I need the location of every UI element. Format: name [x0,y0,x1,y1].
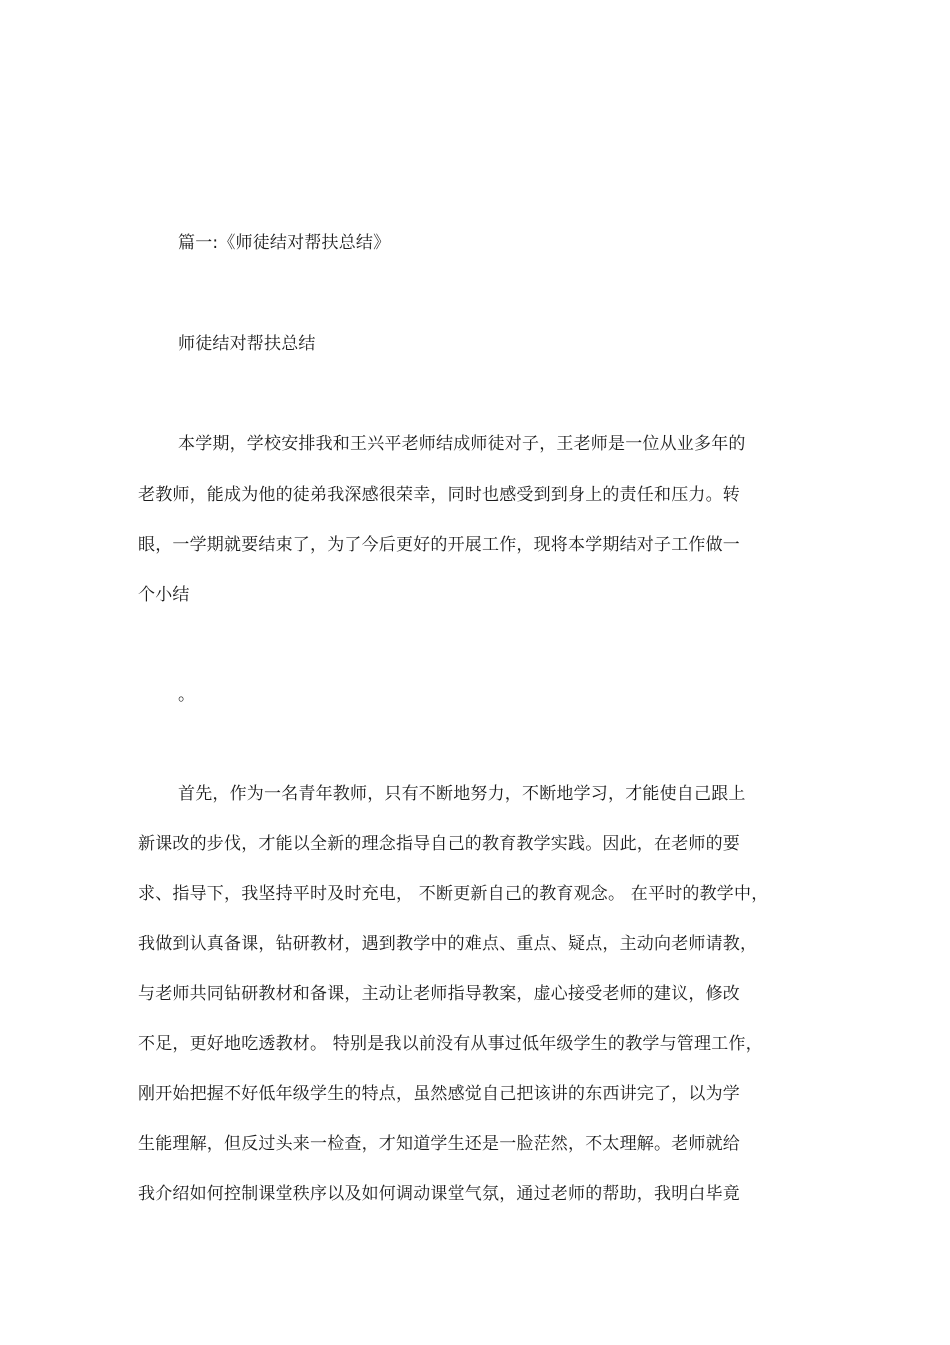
paragraph-2-line-7: 刚开始把握不好低年级学生的特点，虽然感觉自己把该讲的东西讲完了，以为学 [138,1084,740,1104]
paragraph-2-line-6: 不足，更好地吃透教材。 特别是我以前没有从事过低年级学生的教学与管理工作， [138,1034,763,1054]
stray-period: 。 [178,685,196,705]
paragraph-1-line-2: 老教师，能成为他的徒弟我深感很荣幸，同时也感受到到身上的责任和压力。转 [138,485,740,505]
paragraph-2-line-9: 我介绍如何控制课堂秩序以及如何调动课堂气氛，通过老师的帮助，我明白毕竟 [138,1184,740,1204]
paragraph-2-line-1: 首先，作为一名青年教师，只有不断地努力，不断地学习，才能使自己跟上 [178,784,746,804]
paragraph-1-line-4: 个小结 [138,585,190,605]
paragraph-2-line-4: 我做到认真备课，钻研教材，遇到教学中的难点、重点、疑点，主动向老师请教， [138,934,758,954]
paragraph-2-line-3: 求、指导下，我坚持平时及时充电， 不断更新自己的教育观念。 在平时的教学中， [138,884,769,904]
document-title: 师徒结对帮扶总结 [178,334,316,354]
paragraph-2-line-2: 新课改的步伐，才能以全新的理念指导自己的教育教学实践。因此，在老师的要 [138,834,740,854]
paragraph-2-line-8: 生能理解，但反过头来一检查，才知道学生还是一脸茫然，不太理解。老师就给 [138,1134,740,1154]
document-heading: 篇一:《师徒结对帮扶总结》 [178,233,391,253]
paragraph-2-line-5: 与老师共同钻研教材和备课，主动让老师指导教案，虚心接受老师的建议，修改 [138,984,740,1004]
paragraph-1-line-1: 本学期，学校安排我和王兴平老师结成师徒对子，王老师是一位从业多年的 [178,434,746,454]
paragraph-1-line-3: 眼，一学期就要结束了，为了今后更好的开展工作，现将本学期结对子工作做一 [138,535,740,555]
